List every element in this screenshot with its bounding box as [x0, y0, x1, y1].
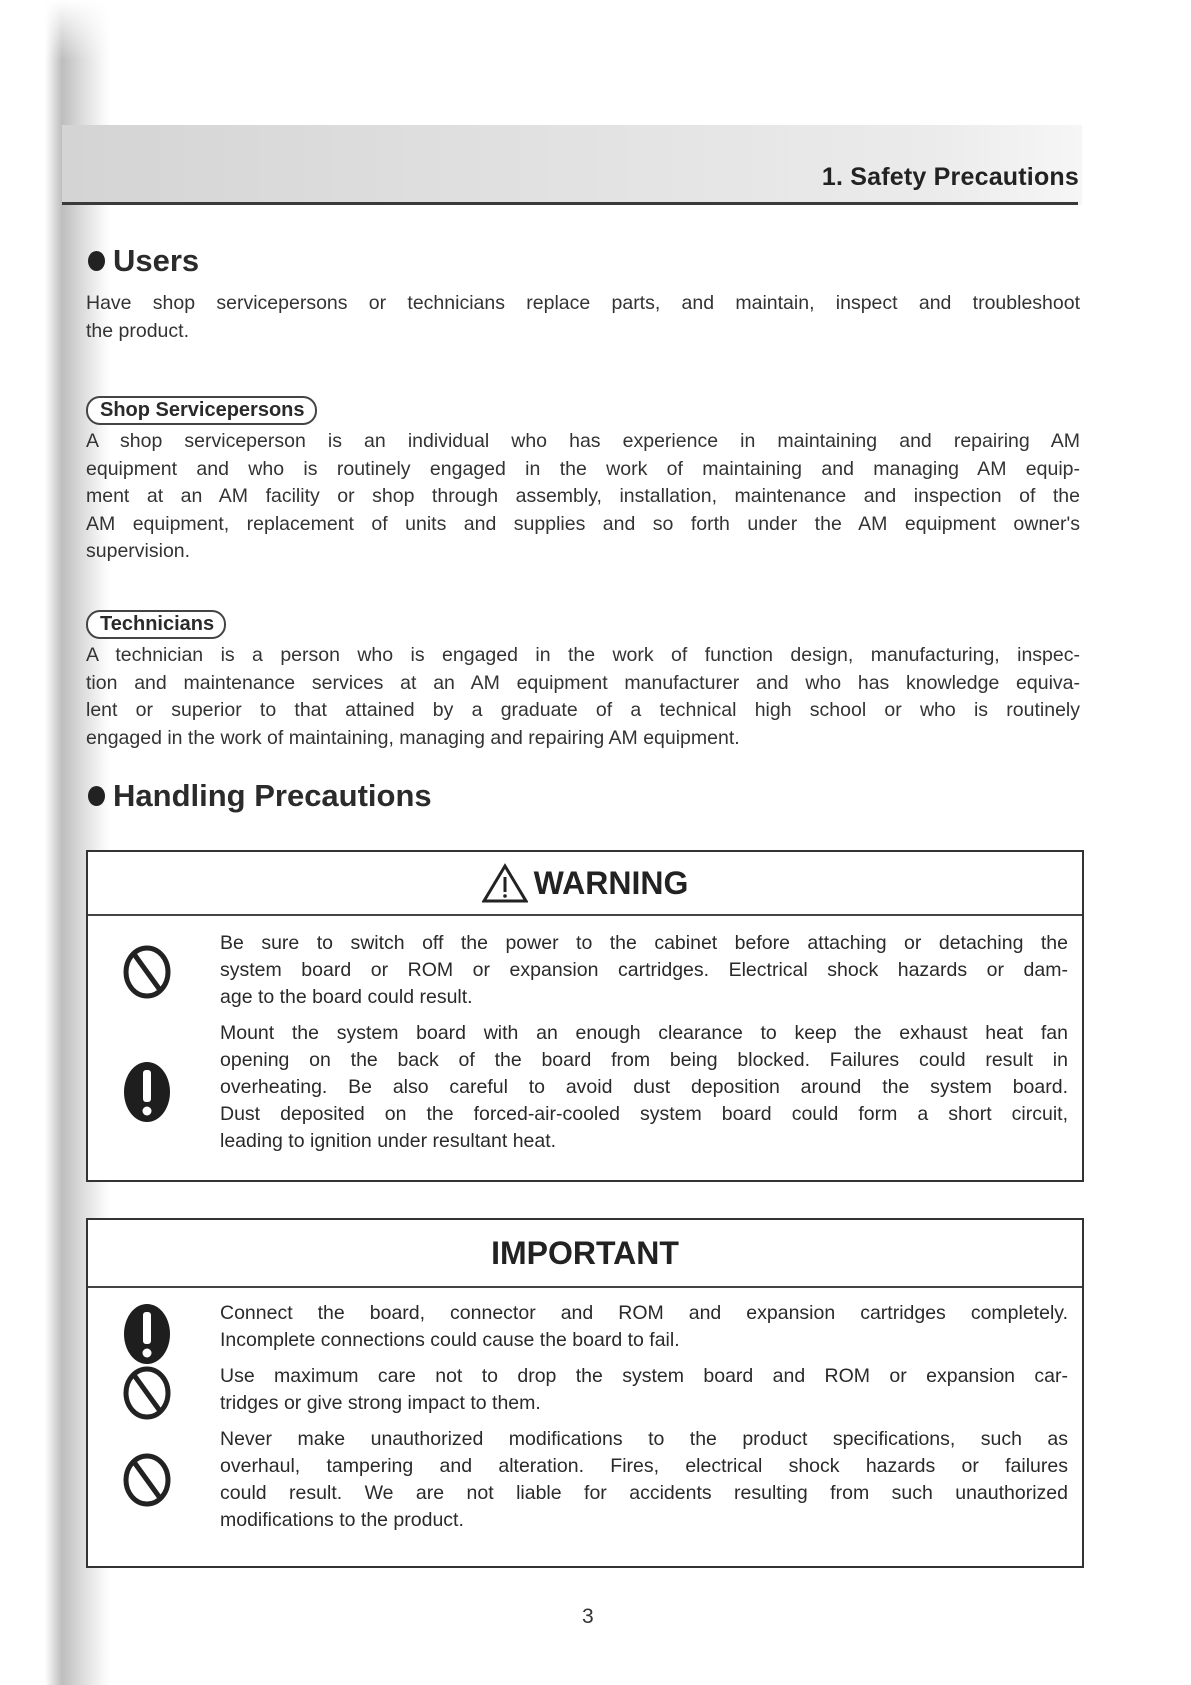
text-line: system board or ROM or expansion cartridges. Electrical shock hazards or dam- — [220, 959, 1068, 981]
warning-box — [86, 850, 1084, 1182]
bullet-icon — [88, 251, 105, 271]
header-rule — [62, 202, 1078, 205]
text-line: A shop serviceperson is an individual who has experience in maintaining and repairing AM — [86, 430, 1080, 452]
warning-triangle-icon — [482, 863, 528, 903]
important-header — [88, 1220, 1082, 1288]
important-item-text — [220, 1426, 1068, 1534]
exclamation-icon — [122, 1060, 172, 1129]
text-line: Incomplete connections could cause the board to fail. — [220, 1329, 680, 1351]
text-line: supervision. — [86, 540, 191, 562]
users-heading-text: Users — [113, 243, 200, 278]
text-line: could result. We are not liable for accidents resulting from such unauthorized — [220, 1482, 1068, 1504]
text-line: opening on the back of the board from being blocked. Failures could result in — [220, 1049, 1068, 1071]
text-line: lent or superior to that attained by a graduate of a technical high school or who is routinely — [86, 699, 1080, 721]
text-line: Never make unauthorized modifications to the product specifications, such as — [220, 1428, 1068, 1450]
text-line: engaged in the work of maintaining, managing and repairing AM equipment. — [86, 726, 740, 749]
text-line: leading to ignition under resultant heat. — [220, 1130, 557, 1152]
important-item-text — [220, 1363, 1068, 1417]
text-line: Mount the system board with an enough clearance to keep the exhaust heat fan — [220, 1022, 1068, 1044]
important-item — [88, 1300, 1082, 1354]
text-line: modifications to the product. — [220, 1509, 464, 1531]
text-line: overheating. Be also careful to avoid dust deposition around the system board. — [220, 1076, 1068, 1098]
text-line: A technician is a person who is engaged in the work of function design, manufacturing, inspec- — [86, 644, 1080, 666]
important-item — [88, 1426, 1082, 1534]
text-line: age to the board could result. — [220, 986, 473, 1008]
users-intro — [86, 290, 1080, 345]
text-line: AM equipment, replacement of units and supplies and so forth under the AM equipment owner's — [86, 512, 1080, 535]
text-line: Be sure to switch off the power to the cabinet before attaching or detaching the — [220, 932, 1068, 954]
warning-item — [88, 930, 1082, 1011]
text-line: ment at an AM facility or shop through assembly, installation, maintenance and inspection of the — [86, 485, 1080, 507]
page-number: 3 — [582, 1605, 594, 1628]
prohibition-icon — [122, 944, 172, 1005]
technicians-paragraph — [86, 642, 1080, 752]
chapter-title: 1. Safety Precautions — [821, 163, 1079, 191]
section-heading-handling — [88, 778, 432, 814]
text-line: equipment and who is routinely engaged in the work of maintaining and managing AM equip- — [86, 457, 1080, 480]
exclamation-icon — [122, 1302, 172, 1371]
shop-servicepersons-paragraph — [86, 428, 1080, 566]
warning-header — [88, 852, 1082, 916]
important-box — [86, 1218, 1084, 1568]
text-line: Have shop servicepersons or technicians replace parts, and maintain, inspect and troubleshoot — [86, 292, 1080, 314]
text-line: Use maximum care not to drop the system board and ROM or expansion car- — [220, 1365, 1068, 1387]
text-line: the product. — [86, 319, 189, 342]
important-title: IMPORTANT — [491, 1234, 679, 1271]
text-line: tion and maintenance services at an AM equipment manufacturer and who has knowledge equiva- — [86, 671, 1080, 694]
warning-item-text — [220, 1020, 1068, 1155]
text-line: Connect the board, connector and ROM and expansion cartridges completely. — [220, 1302, 1068, 1324]
technicians-label: Technicians — [86, 610, 226, 639]
prohibition-icon — [122, 1452, 172, 1513]
warning-item — [88, 1020, 1082, 1155]
bullet-icon — [88, 786, 105, 806]
warning-item-text — [220, 930, 1068, 1011]
section-heading-users — [88, 243, 199, 279]
shop-servicepersons-label: Shop Servicepersons — [86, 396, 317, 425]
warning-title: WARNING — [533, 864, 689, 901]
page-binding-fade — [0, 0, 110, 60]
text-line: overhaul, tampering and alteration. Fires, electrical shock hazards or failures — [220, 1455, 1068, 1477]
important-item — [88, 1363, 1082, 1417]
handling-heading-text: Handling Precautions — [113, 778, 432, 813]
prohibition-icon — [122, 1365, 172, 1426]
text-line: Dust deposited on the forced-air-cooled system board could form a short circuit, — [220, 1103, 1068, 1125]
text-line: tridges or give strong impact to them. — [220, 1392, 541, 1414]
important-item-text — [220, 1300, 1068, 1354]
